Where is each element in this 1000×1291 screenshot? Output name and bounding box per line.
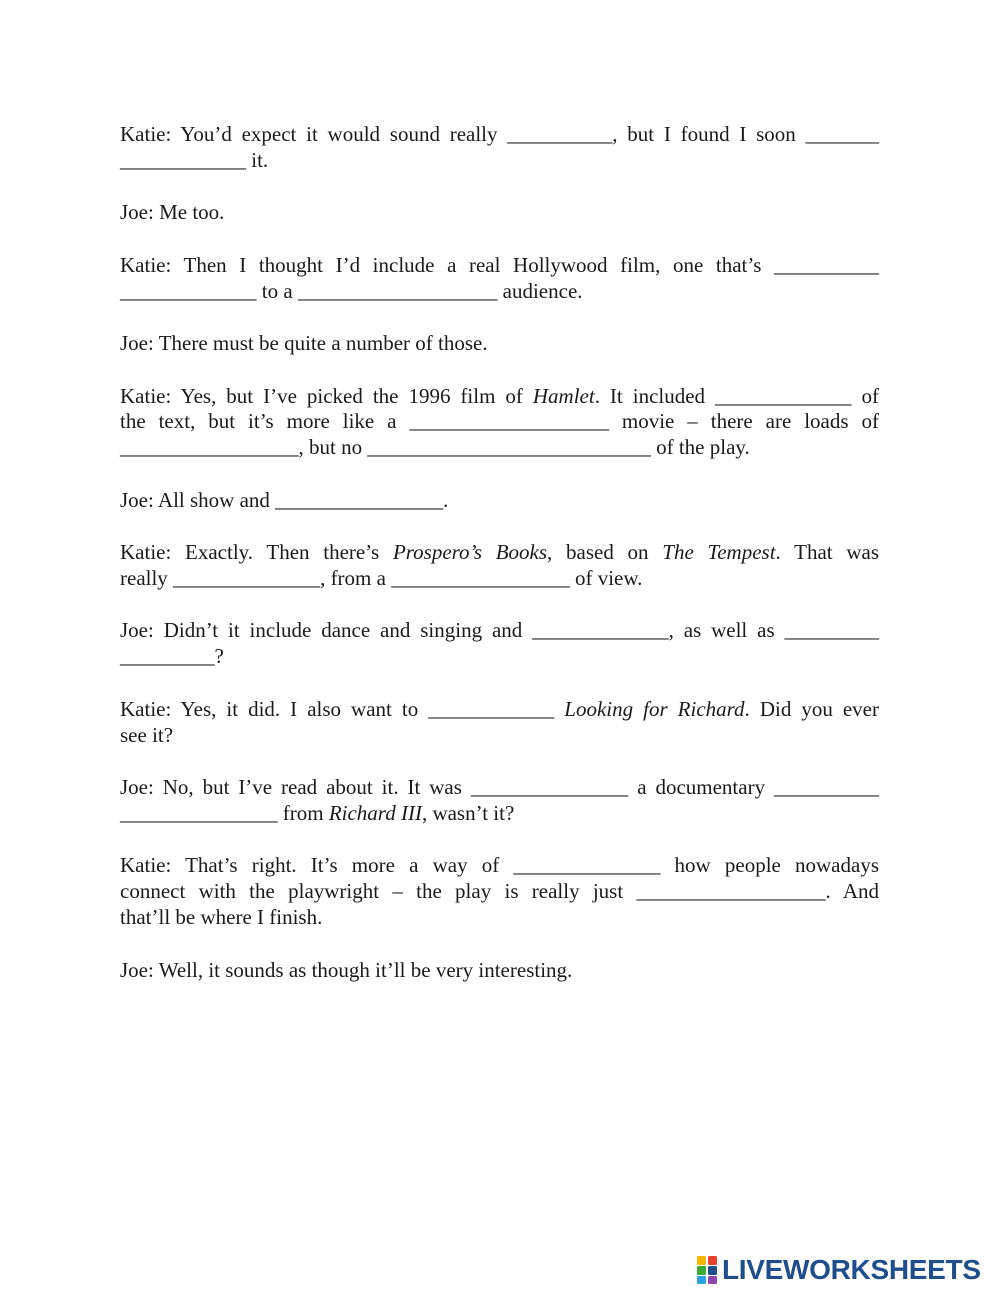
liveworksheets-logo-icon xyxy=(697,1256,719,1284)
text-line: Katie: Yes, it did. I also want to ____________ Looking for Richard. Did you ever xyxy=(120,697,879,721)
blank[interactable]: ______________ xyxy=(173,566,321,590)
text-line: see it? xyxy=(120,723,174,747)
liveworksheets-logo xyxy=(697,1254,981,1286)
blank[interactable]: _____________ xyxy=(715,384,852,408)
blank[interactable]: _________________ xyxy=(120,435,299,459)
text-line: really ______________, from a _________________ of view. xyxy=(120,566,643,590)
text-line: Joe: Well, it sounds as though it’ll be very interesting. xyxy=(120,958,573,982)
text-line: ____________ it. xyxy=(120,148,269,172)
text-line: Katie: Then I thought I’d include a real Hollywood film, one that’s __________ xyxy=(120,253,879,277)
text-line: Joe: Didn’t it include dance and singing and _____________, as well as _________ xyxy=(120,618,879,642)
blank[interactable]: __________________ xyxy=(636,879,826,903)
blank[interactable]: _______________ xyxy=(120,801,278,825)
text-line: _____________ to a ___________________ audience. xyxy=(120,279,583,303)
text-line: _________? xyxy=(120,644,224,668)
text-line: Katie: That’s right. It’s more a way of ______________ how people nowadays xyxy=(120,853,879,877)
blank[interactable]: __________ xyxy=(773,775,879,799)
logo-text: LIVEWORKSHEETS xyxy=(722,1254,981,1285)
blank[interactable]: ___________________________ xyxy=(367,435,651,459)
blank[interactable]: ____________ xyxy=(428,697,555,721)
text-line: Joe: Me too. xyxy=(120,200,225,224)
blank[interactable]: __________ xyxy=(507,122,613,146)
text-line: _______________ from Richard III, wasn’t it? xyxy=(120,801,515,825)
text-line: Joe: There must be quite a number of those. xyxy=(120,331,488,355)
text-line: Katie: Exactly. Then there’s Prospero’s Books, based on The Tempest. That was xyxy=(120,540,879,564)
text-line: Katie: You’d expect it would sound really __________, but I found I soon _______ xyxy=(120,122,879,146)
blank[interactable]: _____________ xyxy=(120,279,257,303)
blank[interactable]: ___________________ xyxy=(409,409,609,433)
text-line: Joe: All show and ________________. xyxy=(120,488,449,512)
text-line: the text, but it’s more like a ___________________ movie – there are loads of xyxy=(120,409,879,433)
text-line: connect with the playwright – the play is really just __________________. And xyxy=(120,879,879,903)
blank[interactable]: _____________ xyxy=(532,618,669,642)
text-line: Katie: Yes, but I’ve picked the 1996 film of Hamlet. It included _____________ of xyxy=(120,384,879,408)
text-line: Joe: No, but I’ve read about it. It was _______________ a documentary __________ xyxy=(120,775,879,799)
text-line: that’ll be where I finish. xyxy=(120,905,323,929)
blank[interactable]: ________________ xyxy=(275,488,444,512)
blank[interactable]: __________ xyxy=(774,253,879,277)
blank[interactable]: _______________ xyxy=(470,775,629,799)
blank[interactable]: ___________________ xyxy=(297,279,498,303)
blank[interactable]: _________ xyxy=(120,644,215,668)
blank[interactable]: ______________ xyxy=(513,853,661,877)
blank[interactable]: _________ xyxy=(784,618,879,642)
blank[interactable]: _______ xyxy=(805,122,879,146)
text-line: _________________, but no ___________________________ of the play. xyxy=(120,435,750,459)
blank[interactable]: ____________ xyxy=(120,148,246,172)
blank[interactable]: _________________ xyxy=(391,566,570,590)
